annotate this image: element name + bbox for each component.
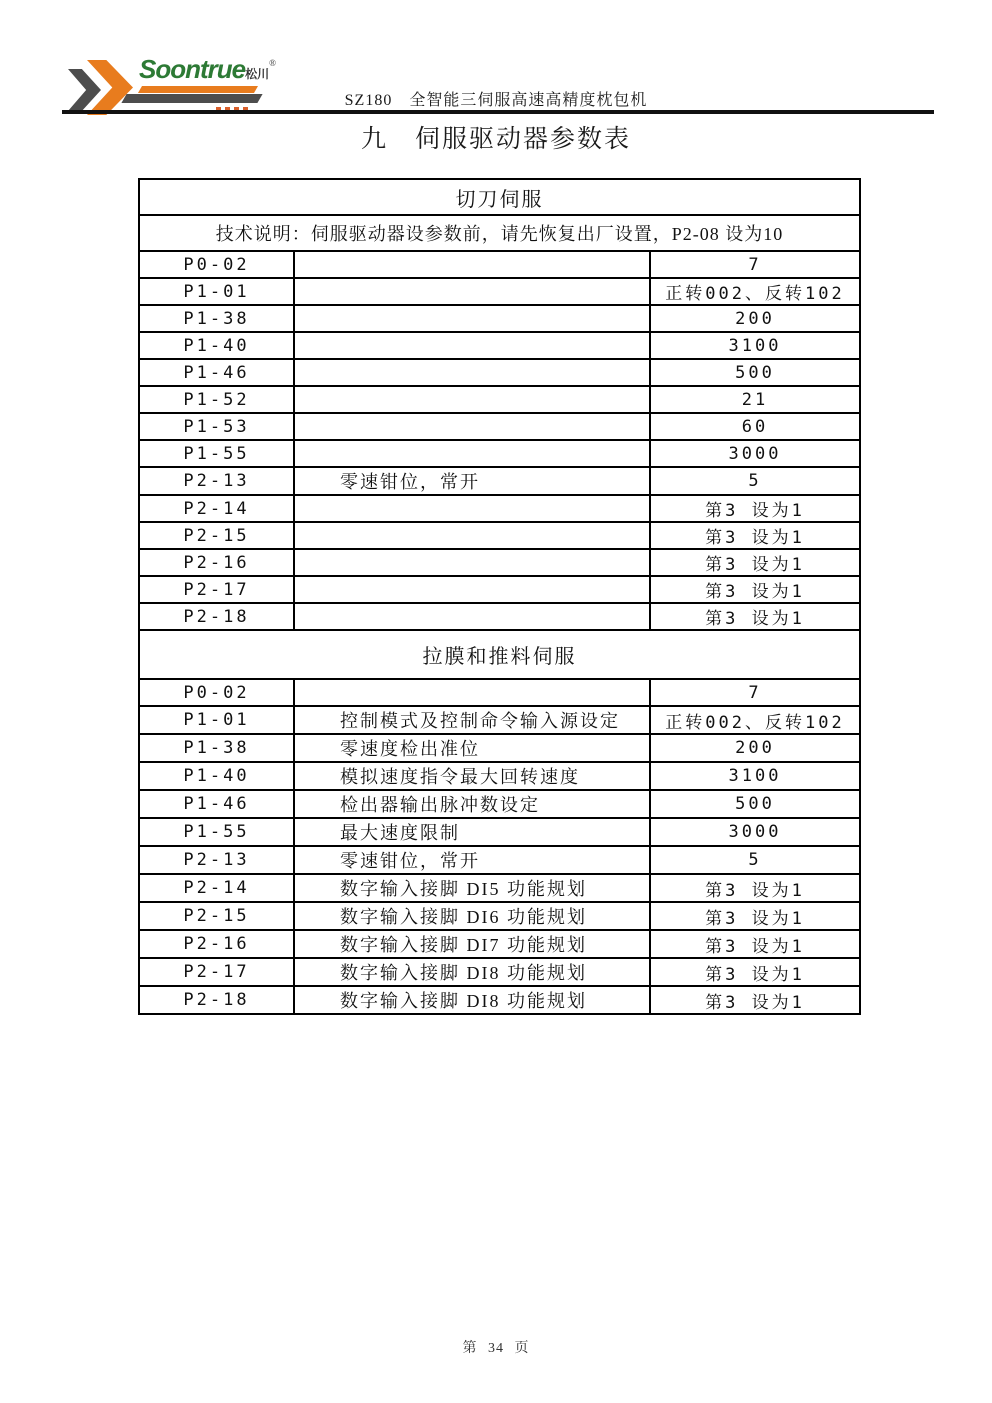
param-row <box>139 413 860 440</box>
param-value-cell: 5 <box>650 467 860 495</box>
param-desc-cell <box>294 305 650 332</box>
param-code-cell: P2-15 <box>139 902 294 930</box>
param-row <box>139 603 860 630</box>
param-value-cell: 5 <box>650 846 860 874</box>
param-value-cell: 21 <box>650 386 860 413</box>
param-row <box>139 278 860 305</box>
param-value-cell: 3000 <box>650 440 860 467</box>
servo-parameters-table <box>138 178 861 1015</box>
param-desc-cell: 数字输入接脚 DI7 功能规划 <box>294 930 650 958</box>
param-desc-cell <box>294 413 650 440</box>
param-value-cell: 7 <box>650 679 860 706</box>
registered-mark: ® <box>269 58 276 68</box>
param-row <box>139 818 860 846</box>
param-value-cell: 第3 设为1 <box>650 603 860 630</box>
param-code-cell: P1-40 <box>139 332 294 359</box>
param-value-cell: 60 <box>650 413 860 440</box>
param-code-cell: P1-46 <box>139 790 294 818</box>
param-code-cell: P1-38 <box>139 305 294 332</box>
param-desc-cell: 零速度检出准位 <box>294 734 650 762</box>
param-desc-cell: 数字输入接脚 DI8 功能规划 <box>294 958 650 986</box>
param-row <box>139 495 860 522</box>
param-code-cell: P2-13 <box>139 467 294 495</box>
param-desc-cell <box>294 679 650 706</box>
param-code-cell: P1-52 <box>139 386 294 413</box>
param-value-cell: 3000 <box>650 818 860 846</box>
param-row <box>139 930 860 958</box>
param-code-cell: P0-02 <box>139 679 294 706</box>
param-value-cell: 第3 设为1 <box>650 902 860 930</box>
param-code-cell: P2-14 <box>139 874 294 902</box>
param-row <box>139 790 860 818</box>
param-desc-cell <box>294 495 650 522</box>
param-row <box>139 958 860 986</box>
param-value-cell: 3100 <box>650 332 860 359</box>
param-row <box>139 679 860 706</box>
param-value-cell: 第3 设为1 <box>650 522 860 549</box>
param-code-cell: P1-38 <box>139 734 294 762</box>
param-code-cell: P2-13 <box>139 846 294 874</box>
param-desc-cell <box>294 522 650 549</box>
param-row <box>139 734 860 762</box>
param-desc-cell <box>294 576 650 603</box>
param-value-cell: 7 <box>650 251 860 278</box>
param-desc-cell <box>294 386 650 413</box>
section-header-row <box>139 630 860 679</box>
param-code-cell: P2-18 <box>139 986 294 1014</box>
param-code-cell: P1-55 <box>139 818 294 846</box>
param-row <box>139 986 860 1014</box>
param-row <box>139 305 860 332</box>
param-desc-cell <box>294 440 650 467</box>
params-table-body <box>139 179 860 1014</box>
param-desc-cell: 检出器输出脉冲数设定 <box>294 790 650 818</box>
document-header-title: SZ180 全智能三伺服高速高精度枕包机 <box>344 92 648 109</box>
param-desc-cell <box>294 549 650 576</box>
section-title: 切刀伺服 <box>139 179 860 215</box>
param-desc-cell: 模拟速度指令最大回转速度 <box>294 762 650 790</box>
page-number: 第 34 页 <box>462 1341 530 1356</box>
param-row <box>139 386 860 413</box>
param-desc-cell: 数字输入接脚 DI6 功能规划 <box>294 902 650 930</box>
param-value-cell: 第3 设为1 <box>650 958 860 986</box>
param-value-cell: 第3 设为1 <box>650 930 860 958</box>
param-code-cell: P2-15 <box>139 522 294 549</box>
header-divider-rule <box>62 110 934 114</box>
param-row <box>139 706 860 734</box>
param-desc-cell: 数字输入接脚 DI8 功能规划 <box>294 986 650 1014</box>
param-desc-cell <box>294 278 650 305</box>
param-value-cell: 第3 设为1 <box>650 495 860 522</box>
param-code-cell: P1-01 <box>139 278 294 305</box>
logo-brand-text: Soontrue <box>139 54 246 84</box>
param-code-cell: P1-01 <box>139 706 294 734</box>
param-value-cell: 第3 设为1 <box>650 986 860 1014</box>
param-value-cell: 第3 设为1 <box>650 576 860 603</box>
param-desc-cell: 最大速度限制 <box>294 818 650 846</box>
param-row <box>139 440 860 467</box>
param-code-cell: P1-53 <box>139 413 294 440</box>
technical-note-row <box>139 215 860 251</box>
param-code-cell: P0-02 <box>139 251 294 278</box>
param-value-cell: 200 <box>650 734 860 762</box>
param-row <box>139 762 860 790</box>
technical-note: 技术说明：伺服驱动器设参数前，请先恢复出厂设置，P2-08 设为10 <box>139 215 860 251</box>
logo-brand-line <box>139 54 276 85</box>
param-value-cell: 第3 设为1 <box>650 874 860 902</box>
param-row <box>139 549 860 576</box>
param-row <box>139 874 860 902</box>
param-row <box>139 359 860 386</box>
param-code-cell: P2-14 <box>139 495 294 522</box>
param-row <box>139 846 860 874</box>
param-value-cell: 第3 设为1 <box>650 549 860 576</box>
param-desc-cell <box>294 251 650 278</box>
param-value-cell: 3100 <box>650 762 860 790</box>
param-code-cell: P1-55 <box>139 440 294 467</box>
param-code-cell: P1-40 <box>139 762 294 790</box>
param-code-cell: P1-46 <box>139 359 294 386</box>
param-code-cell: P2-18 <box>139 603 294 630</box>
param-row <box>139 902 860 930</box>
param-desc-cell: 零速钳位，常开 <box>294 467 650 495</box>
param-desc-cell <box>294 359 650 386</box>
param-row <box>139 576 860 603</box>
param-desc-cell: 零速钳位，常开 <box>294 846 650 874</box>
param-row <box>139 522 860 549</box>
param-code-cell: P2-17 <box>139 958 294 986</box>
section-title: 拉膜和推料伺服 <box>139 630 860 679</box>
param-code-cell: P2-17 <box>139 576 294 603</box>
param-value-cell: 200 <box>650 305 860 332</box>
param-row <box>139 251 860 278</box>
param-value-cell: 500 <box>650 359 860 386</box>
param-value-cell: 正转002、反转102 <box>650 706 860 734</box>
param-desc-cell <box>294 332 650 359</box>
page-title: 九 伺服驱动器参数表 <box>360 126 631 153</box>
logo-brand-cn: 松川 <box>245 67 270 81</box>
param-row <box>139 332 860 359</box>
param-row <box>139 467 860 495</box>
param-desc-cell: 控制模式及控制命令输入源设定 <box>294 706 650 734</box>
section-header-row <box>139 179 860 215</box>
param-desc-cell <box>294 603 650 630</box>
param-value-cell: 正转002、反转102 <box>650 278 860 305</box>
param-code-cell: P2-16 <box>139 549 294 576</box>
param-desc-cell: 数字输入接脚 DI5 功能规划 <box>294 874 650 902</box>
param-value-cell: 500 <box>650 790 860 818</box>
param-code-cell: P2-16 <box>139 930 294 958</box>
